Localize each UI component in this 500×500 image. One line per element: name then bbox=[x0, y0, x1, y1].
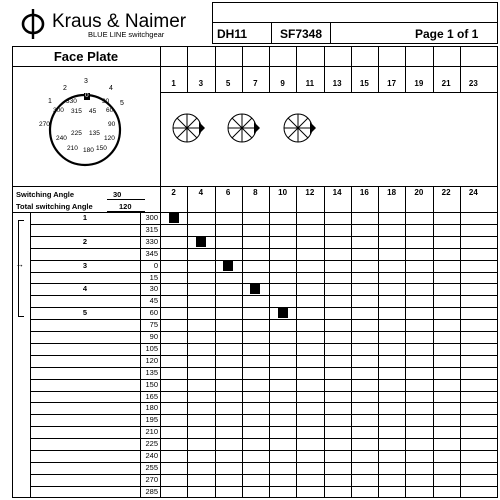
row-divider bbox=[30, 391, 498, 392]
total-switching-angle-label: Total switching Angle bbox=[16, 202, 93, 211]
row-divider bbox=[30, 438, 498, 439]
dial-label: 300 bbox=[53, 107, 64, 114]
grid-column-line bbox=[378, 186, 379, 498]
angle-label: 285 bbox=[145, 486, 158, 496]
angle-label: 240 bbox=[145, 451, 158, 460]
face-plate-dial-icon bbox=[30, 70, 140, 170]
closed-contact-mark bbox=[223, 261, 233, 271]
row-divider bbox=[30, 212, 498, 213]
contact-number-bottom: 6 bbox=[225, 188, 231, 197]
angle-label: 300 bbox=[145, 213, 158, 222]
dial-label: 150 bbox=[96, 145, 107, 152]
row-divider bbox=[30, 379, 498, 380]
program-number: SF7348 bbox=[280, 27, 323, 41]
dial-label: 225 bbox=[71, 130, 82, 137]
grid-column-line bbox=[460, 186, 461, 498]
row-divider bbox=[30, 474, 498, 475]
contact-number-top: 19 bbox=[414, 79, 424, 88]
grid-column-line bbox=[160, 186, 161, 498]
angle-label: 255 bbox=[145, 462, 158, 472]
closed-contact-mark bbox=[169, 213, 179, 223]
angle-label: 165 bbox=[145, 391, 158, 401]
face-plate-title: Face Plate bbox=[53, 49, 119, 64]
dial-outer-number: 4 bbox=[109, 85, 113, 92]
row-divider bbox=[30, 224, 498, 225]
model-number: DH11 bbox=[217, 27, 248, 41]
contact-number-top: 13 bbox=[332, 79, 342, 88]
contact-number-bottom: 16 bbox=[359, 188, 369, 197]
company-name: Kraus & Naimer bbox=[52, 11, 187, 32]
angle-label: 90 bbox=[149, 332, 158, 341]
grid-column-line bbox=[215, 186, 216, 498]
grid-column-line bbox=[405, 186, 406, 498]
row-divider bbox=[30, 486, 498, 487]
angle-column-line bbox=[140, 212, 141, 498]
position-bracket bbox=[18, 220, 24, 317]
contact-number-top: 3 bbox=[198, 79, 204, 88]
dial-outer-number: 5 bbox=[120, 100, 124, 107]
contact-number-bottom: 14 bbox=[332, 188, 342, 197]
row-divider bbox=[30, 236, 498, 237]
contact-header-line bbox=[160, 92, 498, 93]
contact-number-bottom: 24 bbox=[468, 188, 478, 197]
dial-label: 315 bbox=[71, 108, 82, 115]
position-label: 2 bbox=[82, 236, 88, 246]
dial-label: 60 bbox=[106, 107, 114, 114]
row-divider bbox=[30, 462, 498, 463]
company-tagline: BLUE LINE switchgear bbox=[88, 30, 165, 39]
contact-number-top: 21 bbox=[441, 79, 451, 88]
dial-label: 330 bbox=[66, 98, 77, 105]
grid-column-line bbox=[351, 186, 352, 498]
row-divider bbox=[30, 343, 498, 344]
dial-outer-number: 3 bbox=[84, 78, 88, 85]
switching-angle-value: 30 bbox=[113, 190, 122, 199]
dial-label: 30 bbox=[102, 98, 110, 105]
row-divider bbox=[30, 355, 498, 356]
grid-column-line bbox=[187, 186, 188, 498]
dial-label: 180 bbox=[83, 147, 94, 154]
row-divider bbox=[30, 272, 498, 273]
angle-label: 105 bbox=[145, 343, 158, 353]
position-label: 3 bbox=[82, 260, 88, 270]
contact-symbol-icon bbox=[276, 108, 326, 148]
grid-column-line bbox=[324, 186, 325, 498]
switching-angle-label: Switching Angle bbox=[16, 190, 75, 199]
row-divider bbox=[30, 295, 498, 296]
closed-contact-mark bbox=[196, 237, 206, 247]
dial-label: 45 bbox=[89, 108, 97, 115]
row-divider bbox=[30, 283, 498, 284]
contact-number-top: 23 bbox=[468, 79, 478, 88]
row-divider bbox=[30, 248, 498, 249]
kraus-naimer-logo-icon bbox=[20, 7, 46, 41]
angle-label: 225 bbox=[145, 439, 158, 449]
position-label: 1 bbox=[82, 213, 88, 222]
angle-label: 0 bbox=[153, 260, 158, 270]
position-label: 5 bbox=[82, 308, 88, 318]
position-label: 4 bbox=[82, 284, 88, 294]
angle-label: 195 bbox=[145, 415, 158, 425]
contact-number-bottom: 4 bbox=[198, 188, 204, 197]
angle-label: 60 bbox=[149, 308, 158, 318]
position-column-line bbox=[30, 212, 31, 498]
dial-outer-number: 1 bbox=[48, 98, 52, 105]
row-divider bbox=[30, 402, 498, 403]
contact-number-top: 9 bbox=[280, 79, 285, 88]
closed-contact-mark bbox=[278, 308, 288, 318]
current-position-arrow-icon: → bbox=[15, 258, 24, 269]
angle-label: 330 bbox=[145, 236, 158, 246]
contact-number-bottom: 22 bbox=[441, 188, 451, 197]
dial-label: 210 bbox=[67, 145, 78, 152]
angle-label: 315 bbox=[145, 224, 158, 234]
row-divider bbox=[30, 319, 498, 320]
angle-label: 270 bbox=[145, 474, 158, 484]
contact-number-bottom: 20 bbox=[414, 188, 424, 197]
contact-symbol-icon bbox=[165, 108, 215, 148]
page-indicator: Page 1 of 1 bbox=[415, 27, 479, 41]
angle-label: 210 bbox=[145, 427, 158, 437]
contact-number-bottom: 2 bbox=[171, 188, 176, 197]
grid-column-line bbox=[269, 186, 270, 498]
contact-number-top: 5 bbox=[225, 79, 231, 88]
contact-number-top: 1 bbox=[171, 79, 176, 88]
contact-number-bottom: 18 bbox=[387, 188, 397, 197]
dial-label: 120 bbox=[104, 135, 115, 142]
closed-contact-mark bbox=[250, 284, 260, 294]
row-divider bbox=[30, 426, 498, 427]
dial-label: 90 bbox=[108, 121, 116, 128]
angle-label: 135 bbox=[145, 367, 158, 377]
row-divider bbox=[30, 307, 498, 308]
angle-label: 15 bbox=[149, 272, 158, 282]
dial-label: 270 bbox=[39, 121, 50, 128]
angle-label: 45 bbox=[149, 296, 158, 306]
contact-number-top: 17 bbox=[387, 79, 397, 88]
contact-number-bottom: 12 bbox=[305, 188, 315, 197]
row-divider bbox=[30, 367, 498, 368]
row-divider bbox=[30, 331, 498, 332]
contact-number-bottom: 10 bbox=[278, 188, 288, 197]
contact-number-bottom: 8 bbox=[253, 188, 258, 197]
grid-column-line bbox=[433, 186, 434, 498]
dial-label: 240 bbox=[56, 135, 67, 142]
contact-number-top: 15 bbox=[359, 79, 369, 88]
row-divider bbox=[30, 260, 498, 261]
total-switching-angle-value: 120 bbox=[119, 202, 132, 211]
dial-outer-number: 2 bbox=[63, 85, 67, 92]
angle-label: 75 bbox=[149, 320, 158, 330]
grid-column-line bbox=[296, 186, 297, 498]
contact-number-top: 7 bbox=[253, 79, 258, 88]
angle-label: 120 bbox=[145, 355, 158, 365]
dial-label: 0 bbox=[85, 92, 89, 99]
grid-column-line bbox=[242, 186, 243, 498]
contact-number-top: 11 bbox=[305, 79, 315, 88]
row-divider bbox=[30, 450, 498, 451]
angle-label: 30 bbox=[149, 284, 158, 294]
angle-label: 345 bbox=[145, 248, 158, 258]
row-divider bbox=[30, 414, 498, 415]
angle-label: 150 bbox=[145, 379, 158, 389]
dial-label: 135 bbox=[89, 130, 100, 137]
angle-label: 180 bbox=[145, 403, 158, 413]
contact-symbol-icon bbox=[220, 108, 270, 148]
